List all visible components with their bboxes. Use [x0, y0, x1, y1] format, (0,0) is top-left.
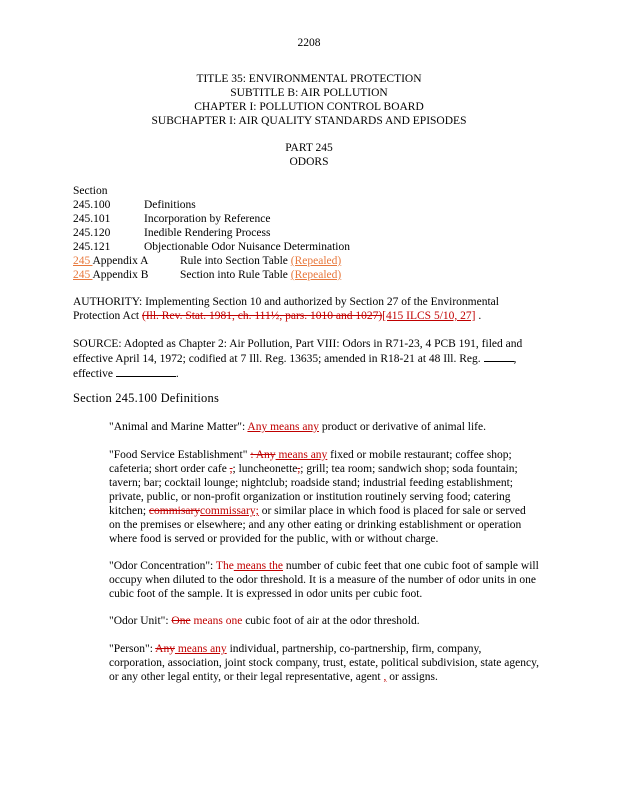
toc-item-number: 245.100: [73, 199, 111, 211]
toc-item-title: Inedible Rendering Process: [144, 227, 271, 239]
definition-text: number of cubic feet that one cubic foot of sample will occupy when diluted to the odor threshold. It is a measure of the number of odor units in one cubic foot of the sample. It is expressed in odor units per cubic foot.: [109, 560, 539, 600]
definition-text: ; luncheonette: [232, 463, 298, 475]
toc-item-number: 245.121: [73, 241, 111, 253]
subtitle-line: SUBTITLE B: AIR POLLUTION: [230, 87, 388, 99]
appendix-title: Section into Rule Table: [180, 269, 288, 281]
definition-text: fixed or mobile restaurant; coffee shop; cafeteria; short order cafe: [109, 449, 512, 475]
source-blank-1: [484, 351, 514, 362]
deleted-text: : Any: [250, 449, 276, 461]
deleted-text: ,: [297, 463, 301, 475]
appendix-prefix-inserted: 245: [73, 255, 93, 267]
inserted-text: means the: [233, 560, 283, 572]
part-heading: [0, 141, 618, 169]
part-line: PART 245: [285, 142, 333, 154]
appendix-name: Appendix B: [92, 269, 149, 281]
toc-item-title: Incorporation by Reference: [144, 213, 271, 225]
appendix-prefix-inserted: 245: [73, 269, 93, 281]
appendix-status-repealed: (Repealed): [290, 255, 342, 267]
definition-text: or assigns.: [386, 671, 438, 683]
toc-item-number: 245.101: [73, 213, 111, 225]
inserted-text: means any: [275, 449, 328, 461]
definition-animal-marine-matter: [109, 420, 539, 434]
definition-term: "Animal and Marine Matter":: [109, 421, 248, 433]
definition-term: "Person":: [109, 643, 156, 655]
toc-label: Section: [73, 185, 108, 197]
definition-term: "Odor Concentration":: [109, 560, 216, 572]
toc-item[interactable]: [73, 240, 553, 254]
toc-item[interactable]: [73, 226, 553, 240]
source-note: [73, 337, 535, 381]
chapter-line: CHAPTER I: POLLUTION CONTROL BOARD: [194, 101, 424, 113]
subchapter-line: SUBCHAPTER I: AIR QUALITY STANDARDS AND EPISODES: [151, 115, 467, 127]
deleted-text: Any: [155, 643, 175, 655]
appendix-title: Rule into Section Table: [180, 255, 288, 267]
section-heading: Section 245.100 Definitions: [73, 391, 220, 405]
inserted-text: The: [215, 560, 234, 572]
authority-deleted-citation: (Ill. Rev. Stat. 1981, ch. 111½, pars. 1010 and 1027): [142, 310, 383, 322]
authority-note: [73, 295, 533, 323]
table-of-contents: [73, 184, 553, 282]
definition-food-service-establishment: [109, 448, 539, 546]
inserted-text: Any means any: [247, 421, 319, 433]
toc-item-title: Definitions: [144, 199, 196, 211]
source-effective: , effective: [73, 353, 517, 380]
page-number: 2208: [297, 37, 321, 49]
authority-inserted-citation: [415 ILCS 5/10, 27]: [382, 310, 476, 322]
definition-odor-unit: [109, 614, 539, 628]
inserted-text: commissary;: [200, 505, 259, 517]
deleted-text: commisary: [148, 505, 201, 517]
inserted-text: means any: [174, 643, 227, 655]
appendix-status-repealed: (Repealed): [290, 269, 342, 281]
definition-term: "Food Service Establishment": [109, 449, 251, 461]
part-name-line: ODORS: [289, 156, 329, 168]
definition-person: [109, 642, 539, 684]
source-end: .: [175, 368, 179, 380]
toc-item[interactable]: [73, 198, 553, 212]
appendix-name: Appendix A: [92, 255, 149, 267]
source-text: SOURCE: Adopted as Chapter 2: Air Pollution, Part VIII: Odors in R71-23, 4 PCB 191, filed and effective April 14, 1972; codified at 7 Ill. Reg. 13635; amended in R18-21 at 48 Ill. Reg.: [73, 338, 523, 365]
definition-text: cubic foot of air at the odor threshold.: [242, 615, 420, 627]
title-heading: [0, 72, 618, 128]
inserted-text: ,: [383, 671, 387, 683]
definition-text: or similar place in which food is placed for sale or served on the premises or elsewhere; and any other eating or drinking establishment or operation where food is served or provided for the public, with or without charge.: [109, 505, 526, 545]
definition-text: ; grill; tea room; sandwich shop; soda fountain; tavern; bar; cocktail lounge; nightclub; roadside stand; industrial feeding establishment; private, public, or non-profit organization or institution routinely serving food; catering kitchen;: [109, 463, 518, 517]
source-blank-2: [116, 366, 176, 377]
definition-term: "Odor Unit":: [109, 615, 172, 627]
authority-text: AUTHORITY: Implementing Section 10 and authorized by Section 27 of the Environmental Protection Act: [73, 296, 499, 322]
inserted-text: means one: [190, 615, 243, 627]
toc-item-title: Objectionable Odor Nuisance Determination: [144, 241, 350, 253]
definition-text: individual, partnership, co-partnership, firm, company, corporation, association, joint stock company, trust, estate, political subdivision, state agency, or any other legal entity, or their legal representative, agent: [109, 643, 539, 683]
title-line: TITLE 35: ENVIRONMENTAL PROTECTION: [196, 73, 422, 85]
authority-end: .: [475, 310, 482, 322]
deleted-text: One: [171, 615, 191, 627]
toc-appendix[interactable]: [73, 254, 553, 268]
deleted-text: ,: [229, 463, 233, 475]
definition-text: product or derivative of animal life.: [318, 421, 486, 433]
toc-item-number: 245.120: [73, 227, 111, 239]
toc-item[interactable]: [73, 212, 553, 226]
definition-odor-concentration: [109, 559, 539, 601]
toc-appendix[interactable]: [73, 268, 553, 282]
